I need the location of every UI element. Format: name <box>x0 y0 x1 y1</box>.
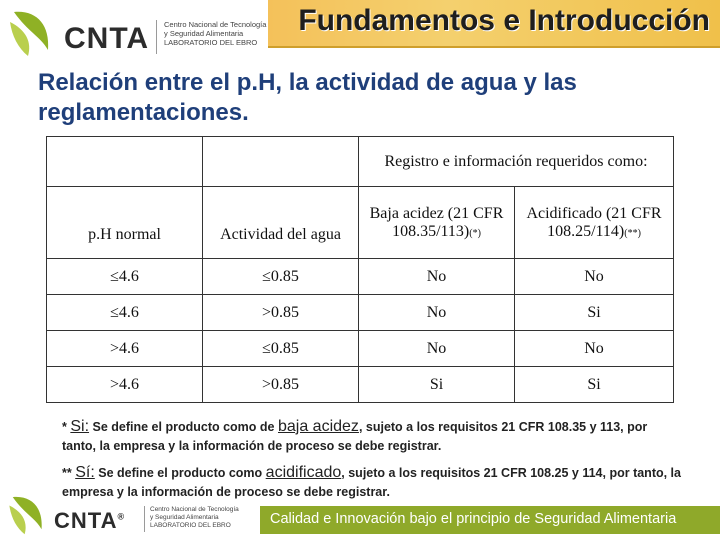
cell-low-acid: No <box>359 331 515 367</box>
column-header-acidified <box>515 187 674 259</box>
acidified-mark: (**) <box>624 227 641 239</box>
logo-line: y Seguridad Alimentaria <box>150 514 219 521</box>
title-underline <box>268 46 720 48</box>
logo-caption <box>150 506 239 530</box>
table-header-row <box>47 137 674 187</box>
cell-acidified: Si <box>515 367 674 403</box>
cell-ph: ≤4.6 <box>47 259 203 295</box>
footer-tagline: Calidad e Innovación bajo el principio de Seguridad Alimentaria <box>270 511 677 527</box>
header-cell-empty <box>47 137 203 187</box>
low-acid-label: Baja acidez (21 CFR 108.35/113) <box>369 204 504 240</box>
column-header-ph: p.H normal <box>47 187 203 259</box>
logo-line: Centro Nacional de Tecnología <box>150 506 239 513</box>
header-cell-empty <box>203 137 359 187</box>
column-header-water-activity: Actividad del agua <box>203 187 359 259</box>
table-row <box>47 295 674 331</box>
cell-ph: >4.6 <box>47 331 203 367</box>
cell-ph: ≤4.6 <box>47 295 203 331</box>
footnote-star: ** <box>62 466 72 480</box>
leaf-logo-icon <box>6 6 58 58</box>
title-banner <box>268 0 720 46</box>
low-acid-mark: (*) <box>469 227 481 239</box>
footnote-text-post: , sujeto a los requisitos 21 CFR 108.25 y 114, por tanto, la empresa y la información de proceso se debe registrar. <box>62 466 681 499</box>
table-row <box>47 331 674 367</box>
logo-caption <box>164 20 266 47</box>
cnta-logo <box>6 6 266 58</box>
page-title: Fundamentos e Introducción <box>298 4 710 37</box>
cell-low-acid: No <box>359 295 515 331</box>
logo-line: y Seguridad Alimentaria <box>164 29 244 38</box>
footer-bar <box>260 506 720 534</box>
footnote-text-pre: Se define el producto como de <box>92 420 275 434</box>
logo-line: LABORATORIO DEL EBRO <box>164 38 258 47</box>
table-row <box>47 259 674 295</box>
logo-name: CNTA <box>54 508 118 533</box>
cell-aw: >0.85 <box>203 295 359 331</box>
logo-wordmark <box>54 508 125 534</box>
logo-divider <box>156 20 157 54</box>
cell-aw: >0.85 <box>203 367 359 403</box>
regulation-table <box>46 136 674 403</box>
footnote-term: acidificado <box>265 464 342 481</box>
leaf-logo-icon <box>6 492 50 536</box>
table-row <box>47 367 674 403</box>
footnote-text-post: , sujeto a los requisitos 21 CFR 108.35 y 113, por tanto, la empresa y la información de proceso se debe registrar. <box>62 420 648 453</box>
cell-acidified: No <box>515 331 674 367</box>
logo-line: Centro Nacional de Tecnología <box>164 20 267 29</box>
registered-mark: ® <box>117 511 126 522</box>
cell-low-acid: No <box>359 259 515 295</box>
cell-acidified: No <box>515 259 674 295</box>
cell-aw: ≤0.85 <box>203 259 359 295</box>
cell-acidified: Si <box>515 295 674 331</box>
footnote-text-pre: Se define el producto como <box>98 466 263 480</box>
slide-subtitle: Relación entre el p.H, la actividad de agua y las reglamentaciones. <box>38 69 577 126</box>
header-group-cell: Registro e información requeridos como: <box>359 137 674 187</box>
cell-aw: ≤0.85 <box>203 331 359 367</box>
cell-ph: >4.6 <box>47 367 203 403</box>
acidified-label: Acidificado (21 CFR 108.25/114) <box>526 204 662 240</box>
logo-line: LABORATORIO DEL EBRO <box>150 522 231 529</box>
table-subheader-row <box>47 187 674 259</box>
logo-divider <box>144 506 145 532</box>
footnote-term: baja acidez <box>277 418 359 435</box>
footnote-keyword: Sí: <box>75 464 95 481</box>
footnote-low-acid <box>62 417 682 456</box>
column-header-low-acid <box>359 187 515 259</box>
footnote-star: * <box>62 420 67 434</box>
cell-low-acid: Si <box>359 367 515 403</box>
cnta-logo-footer <box>6 492 256 538</box>
logo-wordmark: CNTA <box>64 22 150 55</box>
footnote-keyword: Si: <box>70 418 90 435</box>
